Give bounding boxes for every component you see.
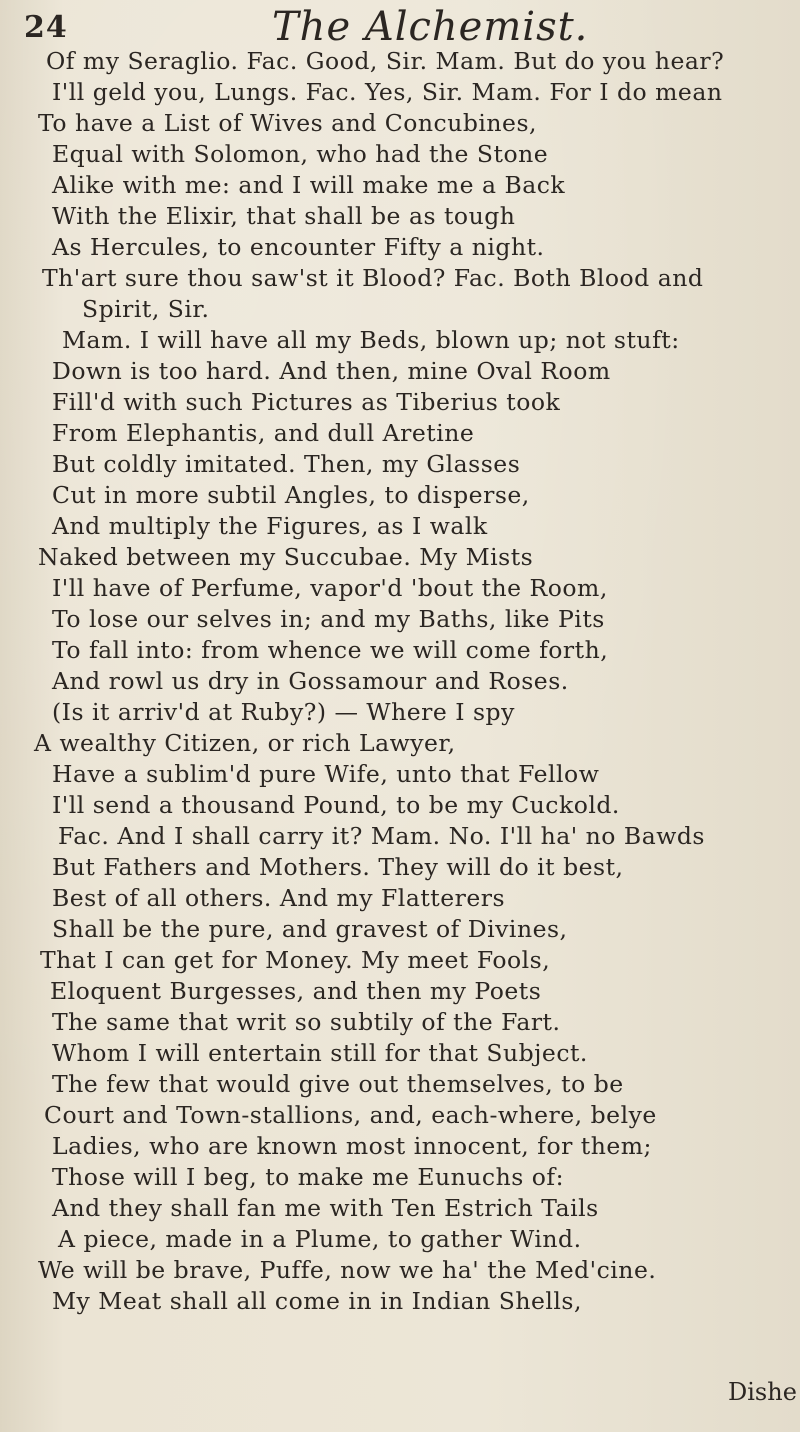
verse-line: But coldly imitated. Then, my Glasses (52, 450, 521, 478)
verse-line: My Meat shall all come in in Indian Shells, (52, 1287, 582, 1315)
verse-line: Cut in more subtil Angles, to disperse, (52, 481, 530, 509)
verse-line: Naked between my Succubae. My Mists (38, 543, 534, 571)
verse-line: Fac. And I shall carry it? Mam. No. I'll ha' no Bawds (58, 822, 705, 850)
verse-line: Equal with Solomon, who had the Stone (52, 140, 549, 168)
verse-line: I'll have of Perfume, vapor'd 'bout the Room, (52, 574, 608, 602)
verse-line: Alike with me: and I will make me a Back (52, 171, 566, 199)
verse-line: Th'art sure thou saw'st it Blood? Fac. Both Blood and (42, 264, 704, 292)
verse-line: And they shall fan me with Ten Estrich Tails (52, 1194, 599, 1222)
verse-line: To lose our selves in; and my Baths, like Pits (52, 605, 605, 633)
verse-line: A wealthy Citizen, or rich Lawyer, (34, 729, 456, 757)
verse-line: Shall be the pure, and gravest of Divines, (52, 915, 568, 943)
verse-line: Those will I beg, to make me Eunuchs of: (52, 1163, 564, 1191)
verse-line: We will be brave, Puffe, now we ha' the Med'cine. (38, 1256, 657, 1284)
verse-line: And rowl us dry in Gossamour and Roses. (52, 667, 569, 695)
verse-line: The few that would give out themselves, to be (52, 1070, 624, 1098)
verse-line: With the Elixir, that shall be as tough (52, 202, 516, 230)
verse-line: Ladies, who are known most innocent, for them; (52, 1132, 652, 1160)
verse-line: Eloquent Burgesses, and then my Poets (50, 977, 542, 1005)
verse-line: Whom I will entertain still for that Subject. (52, 1039, 588, 1067)
verse-line: And multiply the Figures, as I walk (52, 512, 488, 540)
verse-line: Down is too hard. And then, mine Oval Room (52, 357, 611, 385)
verse-line: Spirit, Sir. (82, 295, 210, 323)
verse-line: That I can get for Money. My meet Fools, (40, 946, 551, 974)
verse-line: But Fathers and Mothers. They will do it best, (52, 853, 624, 881)
running-title: The Alchemist. (272, 4, 589, 50)
verse-line: To fall into: from whence we will come forth, (52, 636, 609, 664)
verse-line: From Elephantis, and dull Aretine (52, 419, 475, 447)
verse-line: Have a sublim'd pure Wife, unto that Fellow (52, 760, 600, 788)
verse-line: I'll geld you, Lungs. Fac. Yes, Sir. Mam. For I do mean (52, 78, 723, 106)
page-header (22, 4, 800, 50)
verse-line: Of my Seraglio. Fac. Good, Sir. Mam. But do you hear? (46, 47, 725, 75)
verse-line: The same that writ so subtily of the Fart. (52, 1008, 561, 1036)
verse-line: (Is it arriv'd at Ruby?) — Where I spy (52, 698, 515, 726)
verse-line: Best of all others. And my Flatterers (52, 884, 506, 912)
verse-line: Court and Town-stallions, and, each-where, belye (44, 1101, 657, 1129)
verse-line: To have a List of Wives and Concubines, (38, 109, 537, 137)
verse-line: Fill'd with such Pictures as Tiberius took (52, 388, 561, 416)
verse-line: As Hercules, to encounter Fifty a night. (52, 233, 545, 261)
page-number: 24 (24, 10, 68, 45)
verse-line: Mam. I will have all my Beds, blown up; not stuft: (62, 326, 680, 354)
verse-line: A piece, made in a Plume, to gather Wind. (58, 1225, 582, 1253)
catchword: Dishe (728, 1378, 797, 1406)
verse-line: I'll send a thousand Pound, to be my Cuckold. (52, 791, 620, 819)
